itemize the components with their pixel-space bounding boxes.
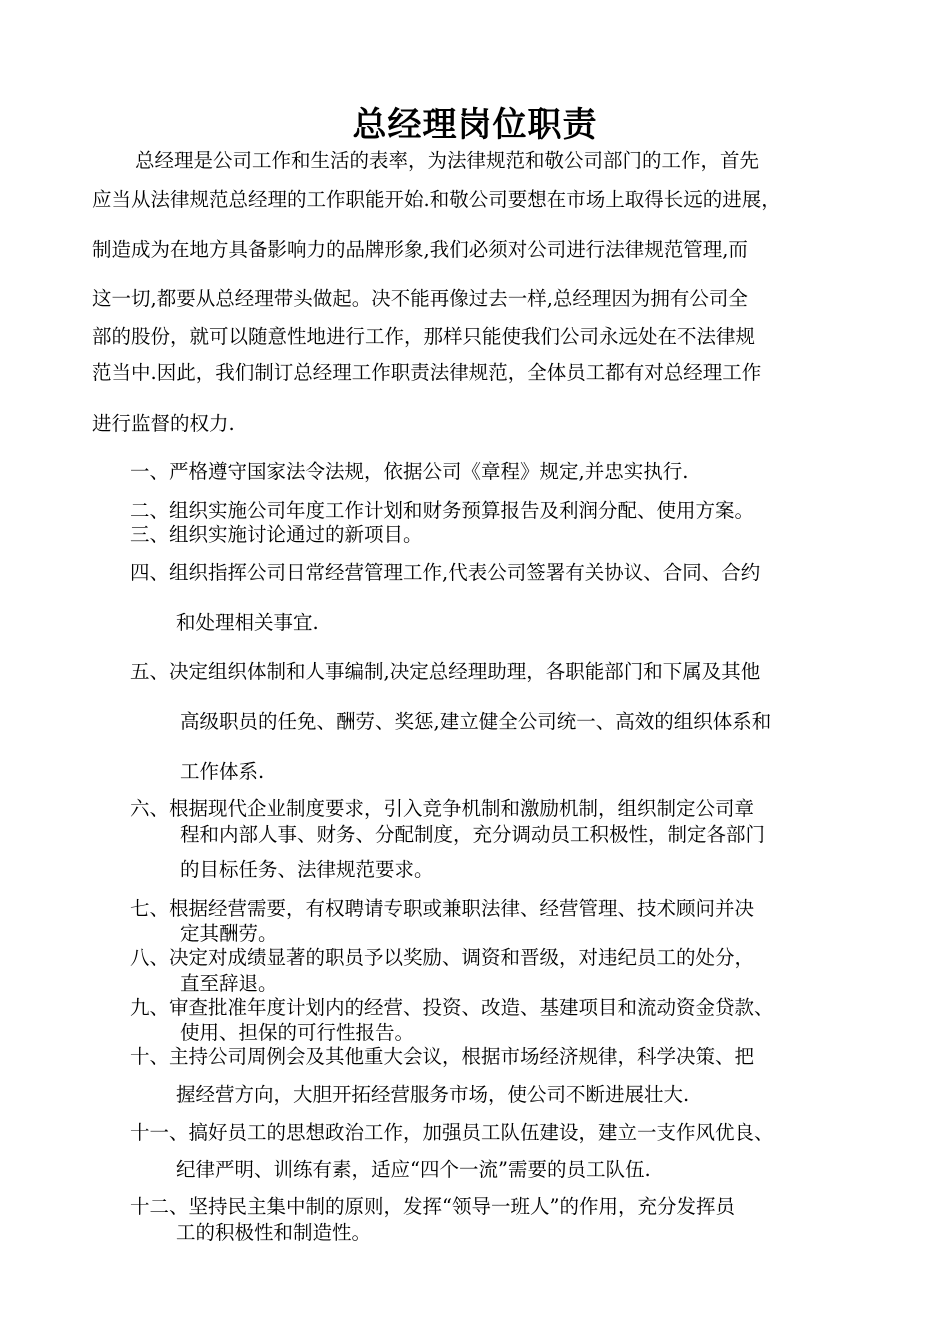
intro-line: 进行监督的权力. — [92, 412, 235, 435]
list-item-line: 的目标任务、法律规范要求。 — [180, 858, 434, 881]
list-item-line: 七、根据经营需要，有权聘请专职或兼职法律、经营管理、技术顾问并决 — [130, 897, 755, 920]
intro-line: 这一切,都要从总经理带头做起。决不能再像过去一样,总经理因为拥有公司全 — [92, 287, 748, 310]
list-item-line: 四、组织指挥公司日常经营管理工作,代表公司签署有关协议、合同、合约 — [130, 561, 761, 584]
intro-line: 应当从法律规范总经理的工作职能开始.和敬公司要想在市场上取得长远的进展， — [92, 188, 781, 211]
intro-line: 范当中.因此，我们制订总经理工作职责法律规范，全体员工都有对总经理工作 — [92, 361, 762, 384]
list-item-line: 定其酬劳。 — [180, 922, 278, 945]
list-item-line: 六、根据现代企业制度要求，引入竞争机制和激励机制，组织制定公司章 — [130, 797, 755, 820]
list-item-line: 九、审查批准年度计划内的经营、投资、改造、基建项目和流动资金贷款、 — [130, 996, 774, 1019]
list-item-line: 握经营方向，大胆开拓经营服务市场，使公司不断进展壮大. — [176, 1083, 690, 1106]
list-item-line: 十一、搞好员工的思想政治工作，加强员工队伍建设，建立一支作风优良、 — [130, 1121, 774, 1144]
list-item-line: 三、组织实施讨论通过的新项目。 — [130, 523, 423, 546]
list-item-line: 纪律严明、训练有素，适应“四个一流”需要的员工队伍. — [176, 1158, 651, 1181]
list-item-line: 十二、坚持民主集中制的原则，发挥“领导一班人”的作用，充分发挥员 — [130, 1195, 735, 1218]
intro-line: 制造成为在地方具备影响力的品牌形象,我们必须对公司进行法律规范管理,而 — [92, 238, 748, 261]
intro-line: 部的股份，就可以随意性地进行工作，那样只能使我们公司永远处在不法律规 — [92, 325, 756, 348]
list-item-line: 和处理相关事宜. — [176, 611, 319, 634]
list-item-line: 二、组织实施公司年度工作计划和财务预算报告及利润分配、使用方案。 — [130, 499, 755, 522]
intro-line: 总经理是公司工作和生活的表率，为法律规范和敬公司部门的工作，首先 — [135, 149, 760, 172]
list-item-line: 工作体系. — [180, 760, 265, 783]
document-title: 总经理岗位职责 — [352, 105, 598, 145]
list-item-line: 程和内部人事、财务、分配制度，充分调动员工积极性，制定各部门 — [180, 823, 766, 846]
list-item-line: 高级职员的任免、酬劳、奖惩,建立健全公司统一、高效的组织体系和 — [180, 710, 772, 733]
list-item-line: 工的积极性和制造性。 — [176, 1221, 372, 1244]
list-item-line: 使用、担保的可行性报告。 — [180, 1021, 415, 1044]
list-item-line: 八、决定对成绩显著的职员予以奖励、调资和晋级，对违纪员工的处分， — [130, 946, 755, 969]
list-item-line: 直至辞退。 — [180, 972, 278, 995]
list-item-line: 十、主持公司周例会及其他重大会议，根据市场经济规律，科学决策、把 — [130, 1045, 755, 1068]
list-item-line: 一、严格遵守国家法令法规，依据公司《章程》规定,并忠实执行. — [130, 460, 689, 483]
list-item-line: 五、决定组织体制和人事编制,决定总经理助理，各职能部门和下属及其他 — [130, 660, 761, 683]
